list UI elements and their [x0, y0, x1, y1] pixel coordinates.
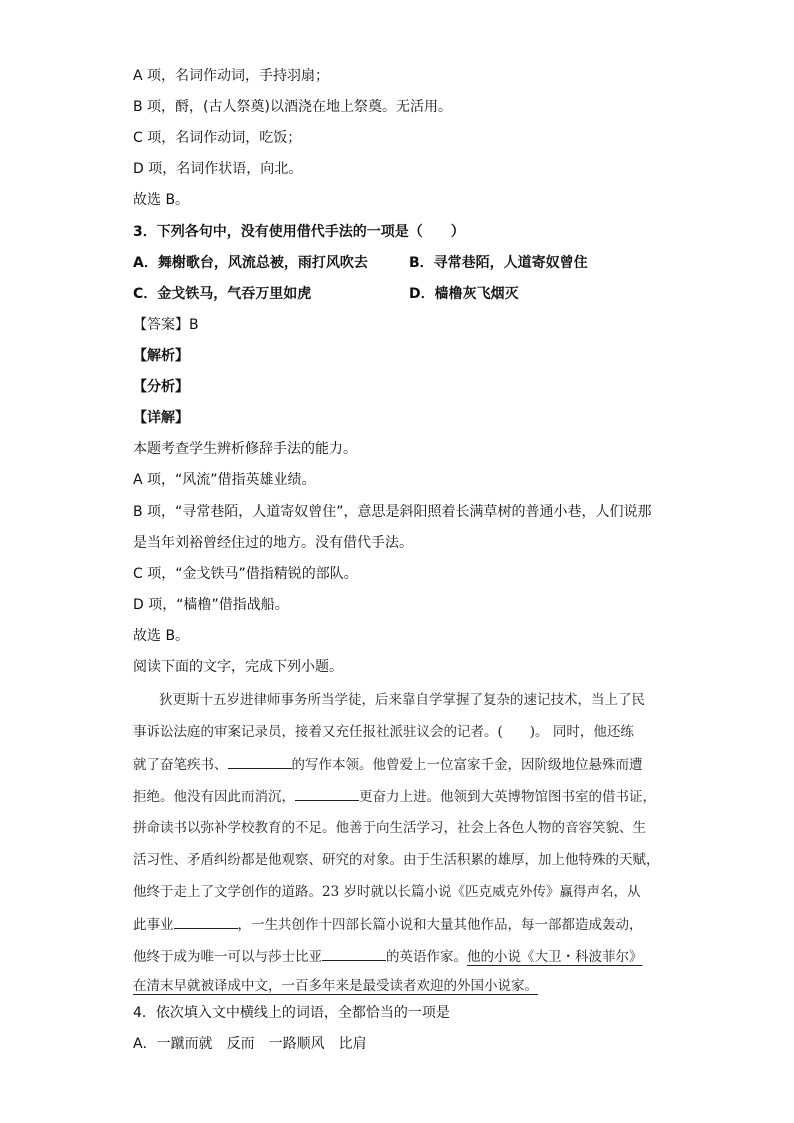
explanation-b: B 项，酹，(古人祭奠)以酒浇在地上祭奠。无活用。	[133, 99, 452, 115]
explanation-a: A 项，名词作动词，手持羽扇；	[133, 68, 330, 84]
passage-text: ，一生共创作十四部长篇小说和大量其他作品，每一部都造成轰动，	[237, 917, 643, 933]
explanation-c: C 项，名词作动词，吃饭；	[133, 130, 302, 146]
passage-line	[133, 946, 643, 967]
passage-line: 他终于走上了文学创作的道路。23 岁时就以长篇小说《匹克威克外传》赢得声名，从	[133, 884, 641, 900]
passage-line: 事诉讼法庭的审案记录员，接着又充任报社派驻议会的记者。( )。 同时，他还练	[133, 724, 634, 740]
reading-passage	[133, 0, 663, 1000]
passage-text: 拒绝。他没有因此而消沉，	[133, 789, 295, 805]
passage-line	[133, 914, 643, 935]
passage-line	[133, 754, 643, 775]
fill-blank-1	[228, 754, 292, 769]
fill-blank-2	[295, 786, 359, 801]
answer-label: 【答案】B	[133, 317, 199, 333]
choice-conclusion-2: 故选 B。	[133, 628, 190, 644]
fill-blank-3	[174, 914, 238, 929]
passage-line: 狄更斯十五岁进律师事务所当学徒，后来靠自学掌握了复杂的速记技术，当上了民	[159, 692, 645, 708]
question-3-option-a: A．舞榭歌台，风流总被，雨打风吹去	[133, 255, 368, 271]
passage-text: 的写作本领。他曾爱上一位富家千金，因阶级地位悬殊而遭	[291, 757, 643, 773]
question-4-option-a: A．一蹴而就 反而 一路顺风 比肩	[133, 1036, 367, 1052]
analysis-heading: 【解析】	[133, 348, 189, 364]
detail-a: A 项，“风流”借指英雄业绩。	[133, 472, 316, 488]
passage-text: 就了奋笔疾书、	[133, 757, 228, 773]
passage-line: 拼命读书以弥补学校教育的不足。他善于向生活学习，社会上各色人物的音容笑貌、生	[133, 820, 646, 836]
question-3-option-c: C．金戈铁马，气吞万里如虎	[133, 286, 312, 302]
underlined-sentence-start: 他的小说《大卫・科波菲尔》	[467, 949, 643, 965]
passage-line: 活习性、矛盾纠纷都是他观察、研究的对象。由于生活积累的雄厚，加上他特殊的天赋，	[133, 852, 660, 868]
detail-d: D 项，“樯橹”借指战船。	[133, 597, 289, 613]
passage-text: 的英语作家。	[386, 949, 467, 965]
question-3-stem: 3．下列各句中，没有使用借代手法的一项是（ ）	[133, 224, 465, 240]
question-3-option-b: B．寻常巷陌，人道寄奴曾住	[409, 255, 588, 271]
detail-heading: 【详解】	[133, 410, 189, 426]
detail-c: C 项，“金戈铁马”借指精锐的部队。	[133, 566, 358, 582]
detail-b-line1: B 项，“寻常巷陌，人道寄奴曾住”，意思是斜阳照着长满草树的普通小巷，人们说那	[133, 504, 652, 520]
reading-instruction: 阅读下面的文字，完成下列小题。	[133, 659, 343, 675]
passage-text: 他终于成为唯一可以与莎士比亚	[133, 949, 322, 965]
underlined-sentence-end: 在清末早就被译成中文，一百多年来是最受读者欢迎的外国小说家。	[133, 978, 538, 994]
fill-blank-4	[322, 946, 386, 961]
passage-text: 更奋力上进。他领到大英博物馆图书室的借书证，	[359, 789, 656, 805]
question-4-stem: 4．依次填入文中横线上的词语，全都恰当的一项是	[133, 1005, 450, 1021]
question-3-option-d: D．樯橹灰飞烟灭	[409, 286, 519, 302]
passage-line	[133, 786, 656, 807]
explanation-d: D 项，名词作状语，向北。	[133, 161, 303, 177]
fenxi-heading: 【分析】	[133, 379, 189, 395]
detail-intro: 本题考查学生辨析修辞手法的能力。	[133, 441, 357, 457]
passage-text: 此事业	[133, 917, 174, 933]
choice-conclusion-1: 故选 B。	[133, 192, 190, 208]
detail-b-line2: 是当年刘裕曾经住过的地方。没有借代手法。	[133, 535, 413, 551]
